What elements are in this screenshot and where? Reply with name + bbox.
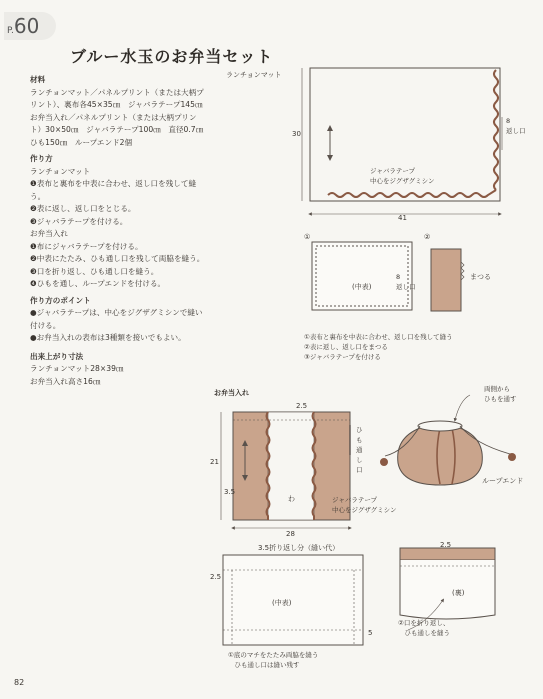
finish-text: ランチョンマット28×39㎝ お弁当入れ高さ16㎝ bbox=[30, 364, 124, 386]
bag-3d-diagram bbox=[380, 395, 516, 485]
bottom-caption-2: ②口を折り返し、 ひも通しを縫う bbox=[398, 619, 450, 637]
mat-dim-height: 30 bbox=[292, 130, 301, 138]
bag-title: お弁当入れ bbox=[214, 389, 249, 397]
bag-dim-3-5: 3.5 bbox=[224, 488, 236, 496]
ura-label: (裏) bbox=[452, 589, 465, 597]
bag-step1-diagram bbox=[223, 555, 363, 645]
matsuru-label: まつる bbox=[470, 273, 491, 281]
mat-return-label: 8 返し口 bbox=[506, 117, 526, 135]
bag-dim-28: 28 bbox=[286, 530, 295, 538]
materials-text: ランチョンマット／パネルプリント（または大柄プリント）、裏布各45×35㎝ ジャバラテープ145㎝ お弁当入れ／パネルプリント（または大柄プリント）30×50㎝ ジャバラテープ100㎝ 直径0.7㎝ひも150㎝ ループエンド2個 bbox=[30, 87, 204, 147]
bag-heading: お弁当入れ bbox=[30, 229, 68, 238]
bag-dim-21: 21 bbox=[210, 458, 219, 466]
mat-heading: ランチョンマット bbox=[30, 166, 91, 176]
bag-himo-label: ひも通し口 bbox=[356, 426, 363, 474]
finish-heading: 出来上がり寸法 bbox=[30, 351, 84, 361]
bag-tape-label: ジャバラテープ 中心をジグザグミシン bbox=[332, 496, 397, 514]
dim-2-5c: 2.5 bbox=[440, 541, 452, 549]
mat-title: ランチョンマット bbox=[226, 71, 282, 79]
mat-tape-label: ジャバラテープ 中心をジグザグミシン bbox=[370, 167, 435, 185]
howto-heading: 作り方 bbox=[30, 154, 53, 163]
materials-heading: 材料 bbox=[30, 75, 46, 84]
mat-step-diagrams bbox=[312, 242, 464, 311]
bag-wa-label: わ bbox=[288, 495, 295, 503]
mat-diagram bbox=[302, 68, 502, 214]
bag-both-label: 両側から ひもを通す bbox=[484, 385, 517, 403]
bottom-caption-1: ①底のマチをたたみ両脇を縫う ひも通し口は縫い残す bbox=[228, 651, 319, 669]
bag-flat-diagram bbox=[221, 412, 350, 528]
page-tag-prefix: P. bbox=[7, 26, 14, 36]
loop-end-label: ループエンド bbox=[482, 477, 524, 485]
points-text: ●ジャバラテープは、中心をジグザグミシンで縫い付ける。 ●お弁当入れの表布は3種類を接いでもよい。 bbox=[30, 308, 203, 342]
points-heading: 作り方のポイント bbox=[30, 295, 91, 305]
bag-dim-2-5: 2.5 bbox=[296, 402, 308, 410]
page-tag-number: 60 bbox=[13, 14, 40, 38]
page-title: ブルー水玉のお弁当セット bbox=[70, 47, 274, 66]
dim-2-5b: 2.5 bbox=[210, 573, 222, 581]
bag-steps: ❶布にジャバラテープを付ける。 ❷中表にたたみ、ひも通し口を残して両脇を縫う。 ❸口を折り返し、ひも通し口を縫う。 ❹ひもを通し、ループエンドを付ける。 bbox=[30, 241, 205, 288]
mat-step1-label: ① bbox=[304, 233, 311, 241]
mat-steps: ❶表布と裏布を中表に合わせ、返し口を残して縫う。 ❷表に返し、返し口をとじる。 ❸ジャバラテープを付ける。 bbox=[30, 179, 197, 226]
mat-step2-label: ② bbox=[424, 233, 431, 241]
return-small-label: 8 返し口 bbox=[396, 273, 416, 291]
page-number: 82 bbox=[14, 678, 25, 687]
nakaomote2-label: (中表) bbox=[272, 599, 292, 607]
dim-5: 5 bbox=[368, 629, 373, 637]
mat-steps-caption: ①表布と裏布を中表に合わせ、返し口を残して縫う ②表に返し、返し口をまつる ③ジャバラテープを付ける bbox=[304, 333, 453, 361]
fold-label: 3.5折り返し分（縫い代） bbox=[258, 544, 340, 552]
nakaomote-label: (中表) bbox=[352, 283, 372, 291]
mat-dim-width: 41 bbox=[398, 214, 407, 222]
